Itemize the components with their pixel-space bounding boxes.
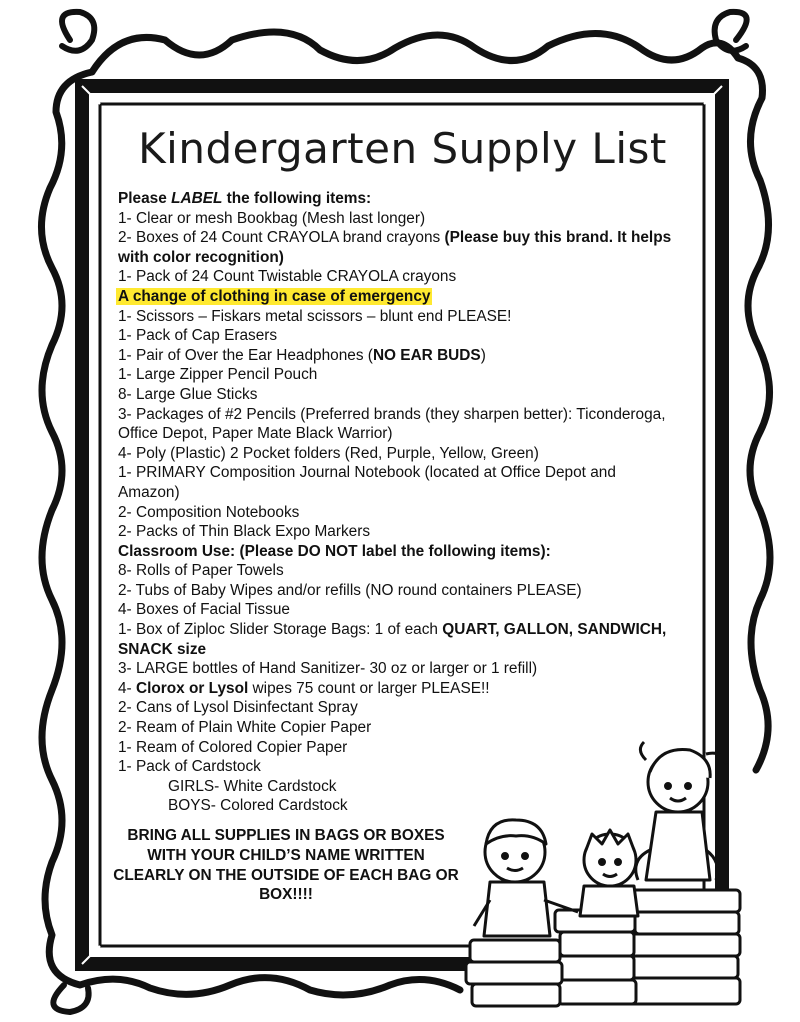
list-item: 3- Packages of #2 Pencils (Preferred brands (they sharpen better): Ticonderoga, Office Depot, Paper Mate Black Warrior) xyxy=(118,405,666,443)
list-item: 2- Boxes of 24 Count CRAYOLA brand crayons (Please buy this brand. It helps with color recognition) xyxy=(118,229,672,266)
sub-list-item: BOYS- Colored Cardstock xyxy=(168,797,348,815)
list-item: 8- Large Glue Sticks xyxy=(118,385,258,403)
list-item: 1- Clear or mesh Bookbag (Mesh last longer) xyxy=(118,209,426,227)
supply-list xyxy=(118,189,678,816)
page-title: Kindergarten Supply List xyxy=(138,124,667,173)
list-item: 1- Pack of 24 Count Twistable CRAYOLA crayons xyxy=(118,268,457,286)
list-item: 2- Composition Notebooks xyxy=(118,503,300,521)
classroom-use-heading: Classroom Use: (Please DO NOT label the following items): xyxy=(118,542,551,560)
list-item: 1- Box of Ziploc Slider Storage Bags: 1 of each QUART, GALLON, SANDWICH, SNACK size xyxy=(118,621,667,658)
list-item: 1- Pack of Cap Erasers xyxy=(118,327,278,345)
closing-instruction: BRING ALL SUPPLIES IN BAGS OR BOXES WITH YOUR CHILD’S NAME WRITTEN CLEARLY ON THE OUTSIDE OF EACH BAG OR BOX!!!! xyxy=(113,827,459,904)
list-item: 1- Scissors – Fiskars metal scissors – blunt end PLEASE! xyxy=(118,307,512,325)
list-item: 1- Pack of Cardstock xyxy=(118,758,261,776)
list-item: 2- Tubs of Baby Wipes and/or refills (NO round containers PLEASE) xyxy=(118,581,582,599)
sub-list-item: GIRLS- White Cardstock xyxy=(168,777,337,795)
label-instruction: Please LABEL the following items: xyxy=(118,190,372,207)
list-item: 2- Packs of Thin Black Expo Markers xyxy=(118,523,371,541)
list-item: 1- PRIMARY Composition Journal Notebook (located at Office Depot and Amazon) xyxy=(118,464,616,501)
list-item: 2- Ream of Plain White Copier Paper xyxy=(118,719,372,737)
list-item: 1- Ream of Colored Copier Paper xyxy=(118,738,348,756)
list-item: 3- LARGE bottles of Hand Sanitizer- 30 oz or larger or 1 refill) xyxy=(118,660,538,678)
children-on-books-illustration xyxy=(460,740,750,1010)
list-item: 4- Boxes of Facial Tissue xyxy=(118,601,290,619)
list-item: 8- Rolls of Paper Towels xyxy=(118,562,284,580)
list-item: 4- Poly (Plastic) 2 Pocket folders (Red, Purple, Yellow, Green) xyxy=(118,444,539,462)
list-item: 4- Clorox or Lysol wipes 75 count or larger PLEASE!! xyxy=(118,679,490,697)
list-item: 1- Pair of Over the Ear Headphones (NO EAR BUDS) xyxy=(118,346,486,364)
list-item: 1- Large Zipper Pencil Pouch xyxy=(118,366,318,384)
list-item: 2- Cans of Lysol Disinfectant Spray xyxy=(118,699,358,717)
highlighted-note: A change of clothing in case of emergency xyxy=(118,287,431,305)
